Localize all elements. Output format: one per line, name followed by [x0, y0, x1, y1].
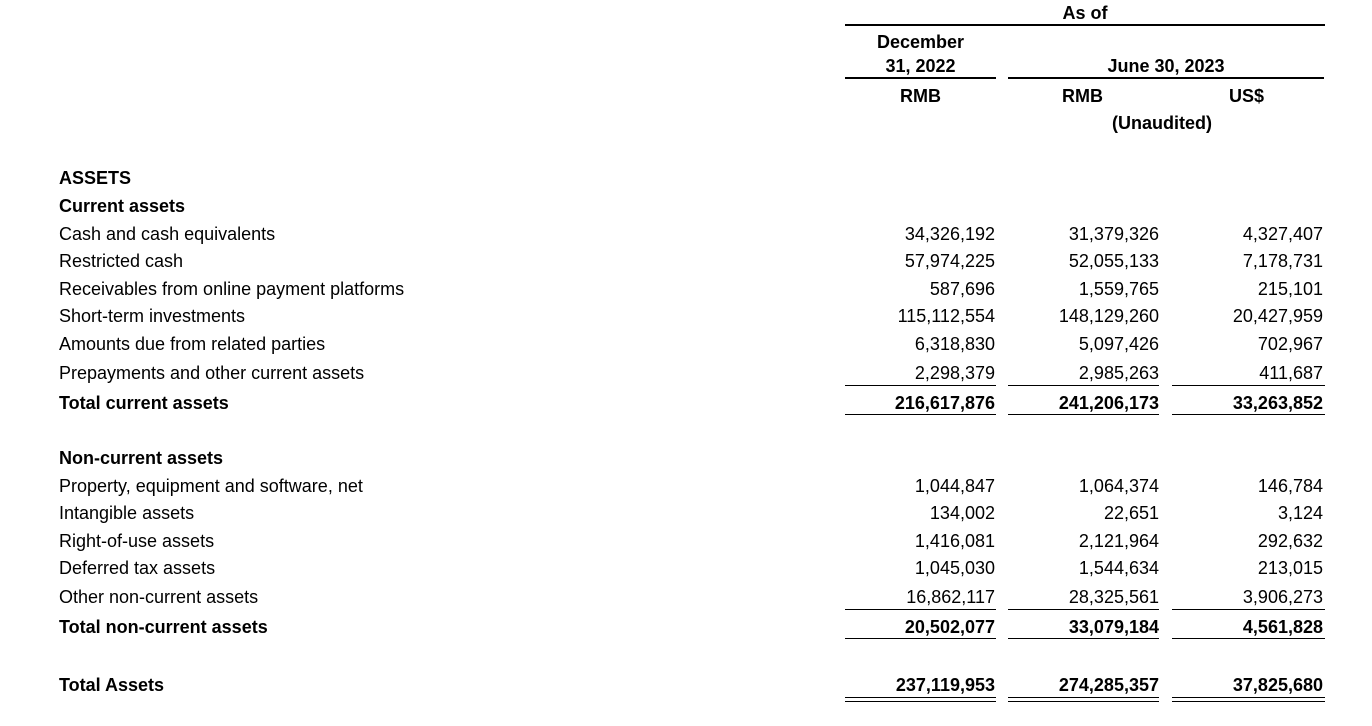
non-current-assets-title: Non-current assets — [59, 448, 224, 468]
total-rule — [845, 638, 996, 639]
total-rule — [845, 414, 996, 415]
value-dec-2022-rmb: 20,502,077 — [904, 617, 995, 637]
value-jun-2023-usd: 702,967 — [1257, 334, 1323, 354]
subtotal-rule — [1008, 609, 1159, 610]
value-dec-2022-rmb: 57,974,225 — [904, 251, 995, 271]
total-rule — [1008, 638, 1159, 639]
current-assets-title: Current assets — [59, 196, 186, 216]
double-rule-upper — [1008, 697, 1159, 698]
table-row — [0, 558, 1372, 584]
total-row — [0, 393, 1372, 419]
table-row — [0, 251, 1372, 277]
total-rule — [1172, 638, 1325, 639]
row-label: Right-of-use assets — [59, 531, 215, 551]
total-row — [0, 617, 1372, 643]
table-row — [0, 587, 1372, 613]
value-jun-2023-rmb: 148,129,260 — [1058, 306, 1159, 326]
value-dec-2022-rmb: 6,318,830 — [914, 334, 995, 354]
row-label: Total current assets — [59, 393, 229, 413]
value-jun-2023-usd: 7,178,731 — [1242, 251, 1323, 271]
value-dec-2022-rmb: 1,416,081 — [914, 531, 995, 551]
double-rule-upper — [1172, 697, 1325, 698]
value-jun-2023-usd: 37,825,680 — [1232, 675, 1323, 695]
table-row — [0, 476, 1372, 502]
row-label: Amounts due from related parties — [59, 334, 326, 354]
value-jun-2023-rmb: 5,097,426 — [1078, 334, 1159, 354]
subtotal-rule — [1172, 385, 1325, 386]
row-label: Receivables from online payment platforms — [59, 279, 405, 299]
value-dec-2022-rmb: 34,326,192 — [904, 224, 995, 244]
value-dec-2022-rmb: 16,862,117 — [906, 587, 995, 607]
value-dec-2022-rmb: 237,119,953 — [895, 675, 995, 695]
value-jun-2023-rmb: 1,064,374 — [1078, 476, 1159, 496]
value-jun-2023-usd: 3,906,273 — [1242, 587, 1323, 607]
column-jun-2023-underline — [1008, 77, 1324, 79]
value-dec-2022-rmb: 587,696 — [929, 279, 995, 299]
value-jun-2023-rmb: 22,651 — [1103, 503, 1159, 523]
value-jun-2023-usd: 292,632 — [1257, 531, 1323, 551]
value-dec-2022-rmb: 115,112,554 — [897, 306, 995, 326]
value-dec-2022-rmb: 1,044,847 — [914, 476, 995, 496]
row-label: Total Assets — [59, 675, 165, 695]
row-label: Total non-current assets — [59, 617, 268, 637]
as-of-underline — [845, 24, 1325, 26]
value-jun-2023-rmb: 33,079,184 — [1068, 617, 1159, 637]
value-jun-2023-rmb: 52,055,133 — [1068, 251, 1159, 271]
value-jun-2023-usd: 20,427,959 — [1232, 306, 1323, 326]
double-rule-lower — [845, 701, 996, 702]
value-dec-2022-rmb: 134,002 — [929, 503, 995, 523]
value-jun-2023-rmb: 1,544,634 — [1078, 558, 1159, 578]
column-jun-2023-rmb-currency: RMB — [1062, 86, 1103, 106]
row-label: Short-term investments — [59, 306, 246, 326]
column-dec-2022-currency: RMB — [900, 86, 941, 106]
row-label: Property, equipment and software, net — [59, 476, 363, 496]
as-of-heading: As of — [1062, 3, 1108, 23]
table-row — [0, 363, 1372, 389]
value-jun-2023-rmb: 241,206,173 — [1058, 393, 1159, 413]
row-label: Deferred tax assets — [59, 558, 216, 578]
table-row — [0, 306, 1372, 332]
subtotal-rule — [845, 385, 996, 386]
value-jun-2023-usd: 3,124 — [1277, 503, 1323, 523]
value-jun-2023-rmb: 2,985,263 — [1078, 363, 1159, 383]
row-label: Prepayments and other current assets — [59, 363, 365, 383]
subtotal-rule — [1172, 609, 1325, 610]
column-dec-2022-date-line1: December — [876, 32, 965, 52]
value-dec-2022-rmb: 1,045,030 — [914, 558, 995, 578]
double-rule-lower — [1172, 701, 1325, 702]
total-rule — [1172, 414, 1325, 415]
value-jun-2023-usd: 33,263,852 — [1232, 393, 1323, 413]
value-jun-2023-usd: 146,784 — [1257, 476, 1323, 496]
row-label: Cash and cash equivalents — [59, 224, 276, 244]
value-jun-2023-usd: 4,327,407 — [1242, 224, 1323, 244]
column-jun-2023-date: June 30, 2023 — [1107, 56, 1225, 76]
table-row — [0, 279, 1372, 305]
assets-title: ASSETS — [59, 168, 132, 188]
value-jun-2023-rmb: 31,379,326 — [1068, 224, 1159, 244]
double-rule-lower — [1008, 701, 1159, 702]
table-row — [0, 503, 1372, 529]
value-jun-2023-rmb: 2,121,964 — [1078, 531, 1159, 551]
value-jun-2023-rmb: 1,559,765 — [1078, 279, 1159, 299]
value-jun-2023-usd: 213,015 — [1257, 558, 1323, 578]
unaudited-note: (Unaudited) — [1112, 113, 1212, 133]
row-label: Other non-current assets — [59, 587, 259, 607]
table-row — [0, 334, 1372, 360]
subtotal-rule — [1008, 385, 1159, 386]
subtotal-rule — [845, 609, 996, 610]
double-rule-upper — [845, 697, 996, 698]
column-dec-2022-date-line2: 31, 2022 — [885, 56, 956, 76]
value-jun-2023-usd: 4,561,828 — [1242, 617, 1323, 637]
grand-total-row — [0, 675, 1372, 701]
table-row — [0, 531, 1372, 557]
value-jun-2023-usd: 215,101 — [1257, 279, 1323, 299]
row-label: Restricted cash — [59, 251, 184, 271]
total-rule — [1008, 414, 1159, 415]
row-label: Intangible assets — [59, 503, 195, 523]
column-jun-2023-usd-currency: US$ — [1229, 86, 1265, 106]
table-row — [0, 224, 1372, 250]
value-dec-2022-rmb: 2,298,379 — [914, 363, 995, 383]
column-dec-2022-underline — [845, 77, 996, 79]
value-jun-2023-usd: 411,687 — [1259, 363, 1323, 383]
value-dec-2022-rmb: 216,617,876 — [894, 393, 995, 413]
value-jun-2023-rmb: 274,285,357 — [1058, 675, 1159, 695]
value-jun-2023-rmb: 28,325,561 — [1068, 587, 1159, 607]
